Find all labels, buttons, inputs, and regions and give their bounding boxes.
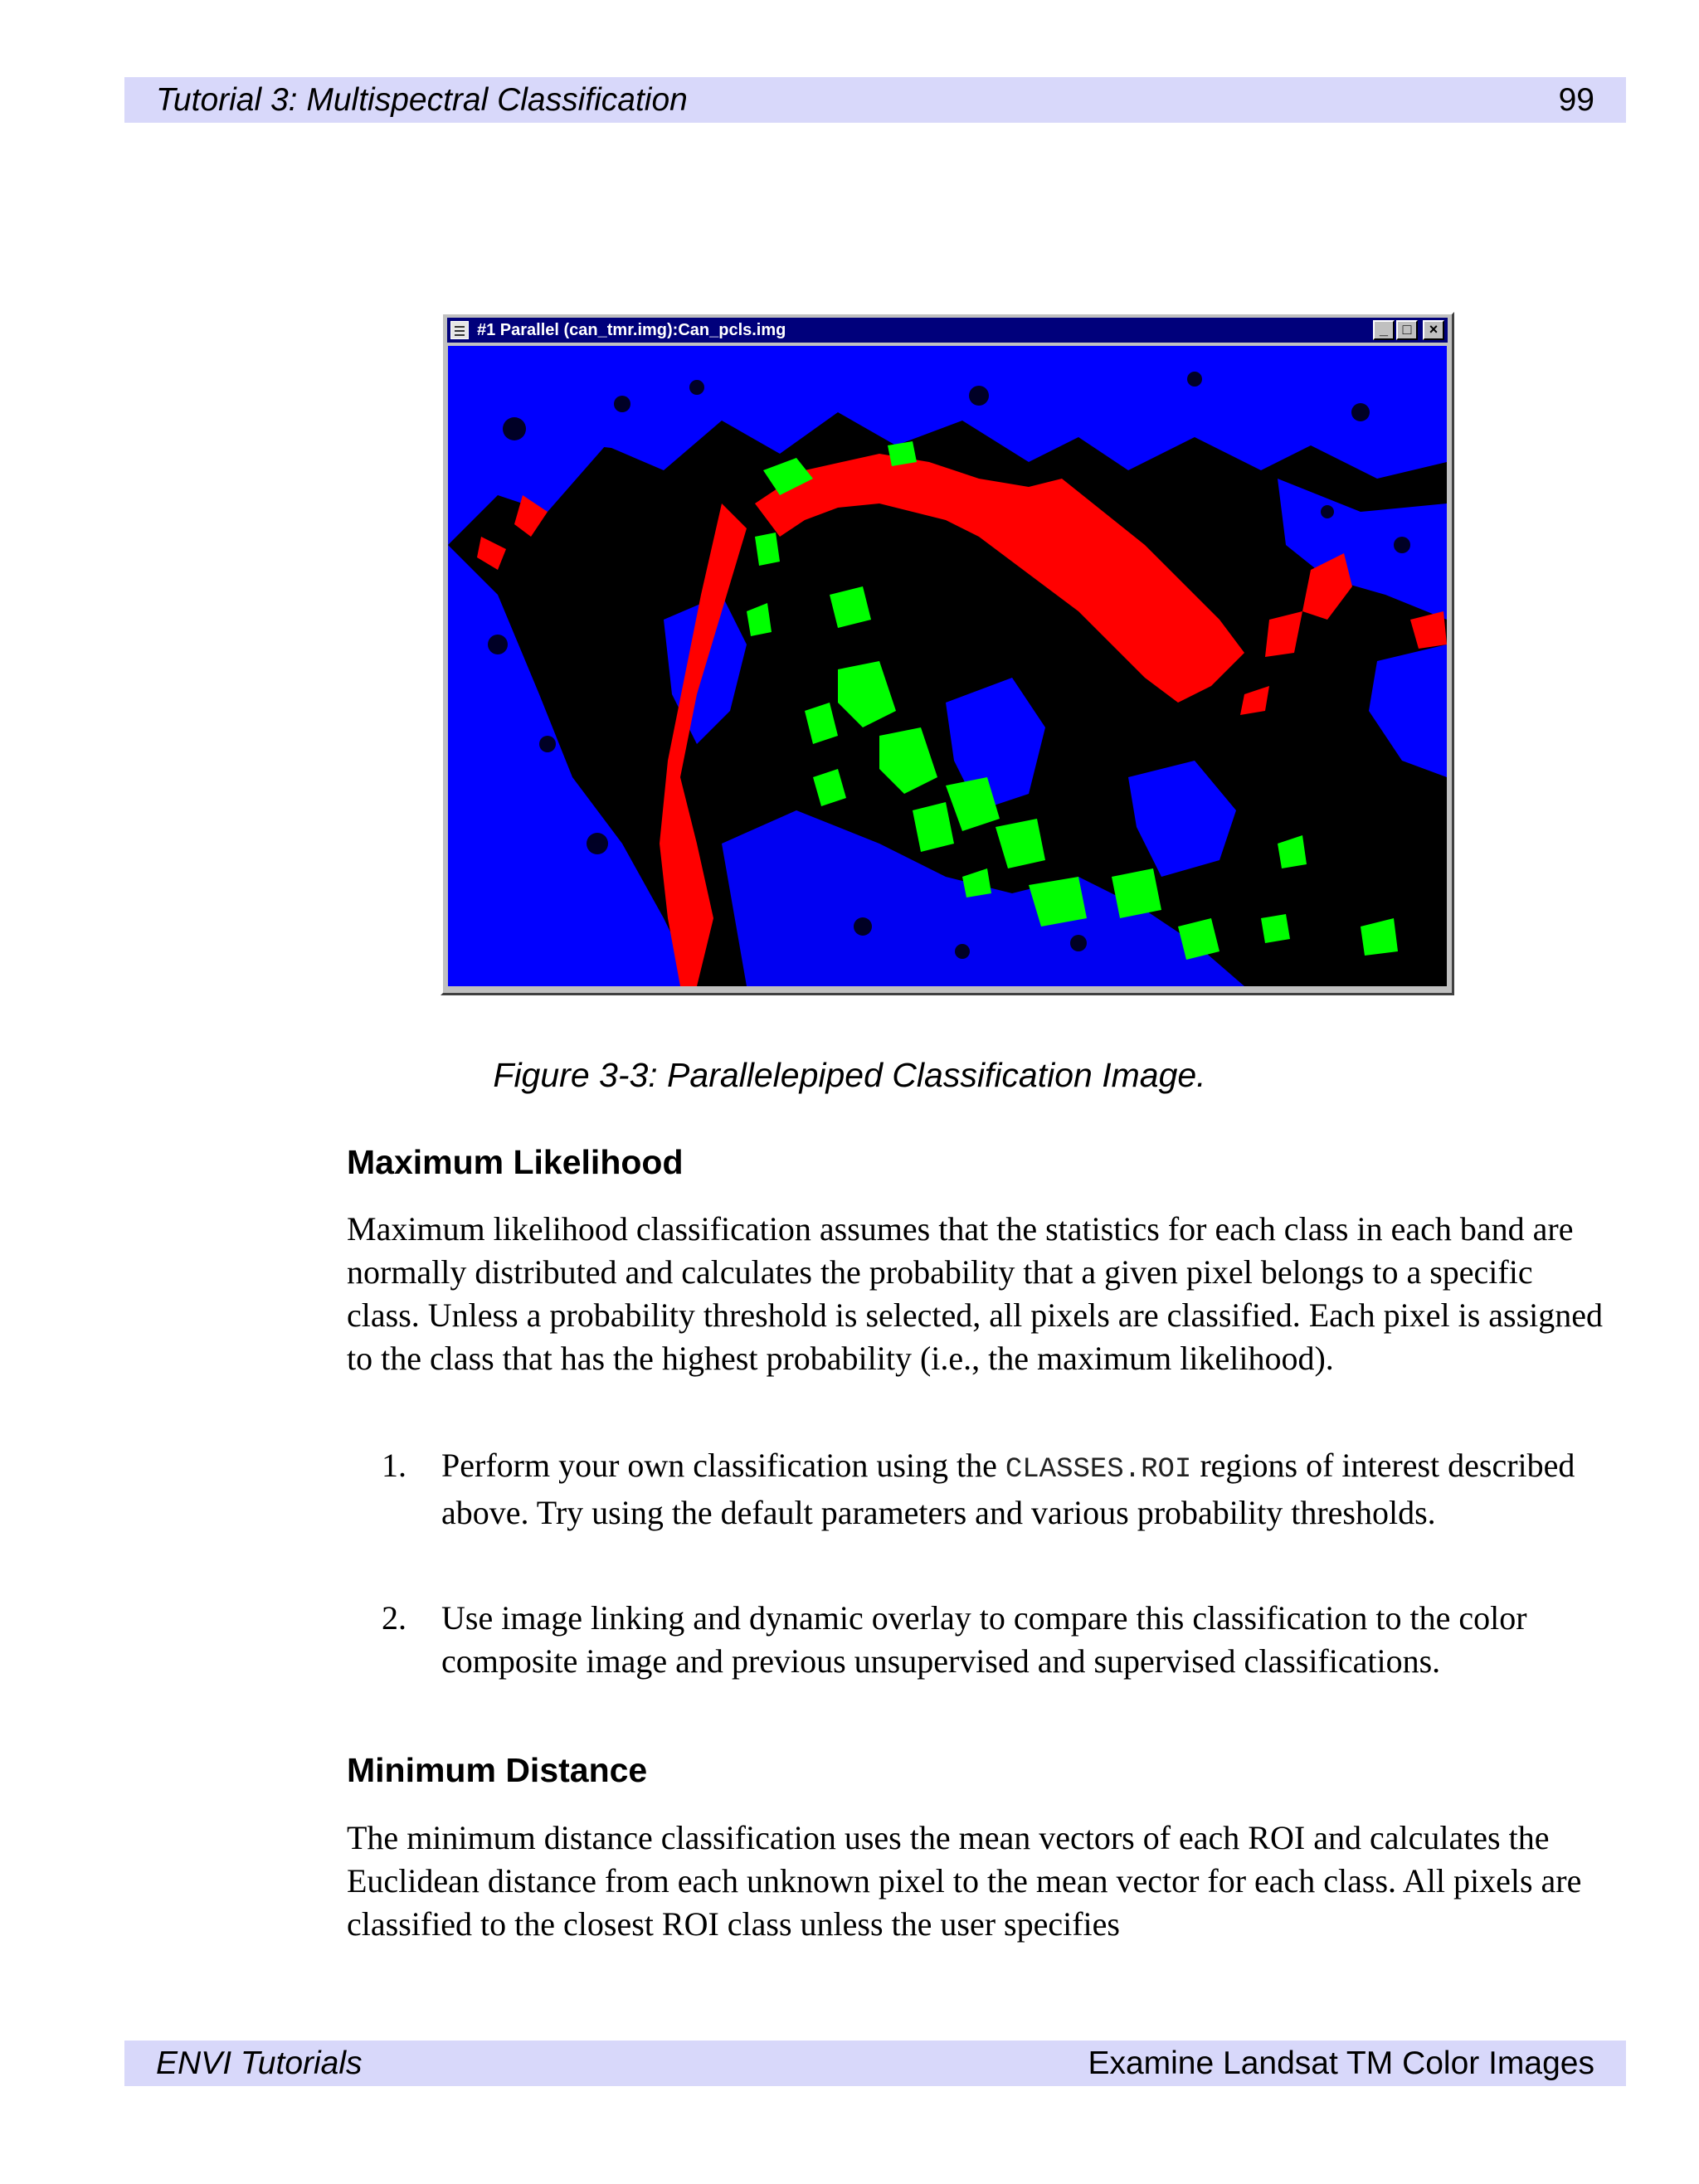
section-heading-maximum-likelihood: Maximum Likelihood	[347, 1143, 684, 1181]
classification-image	[448, 346, 1447, 986]
footer-left: ENVI Tutorials	[156, 2045, 363, 2081]
paragraph-maximum-likelihood: Maximum likelihood classification assumes that the statistics for each class in each band are normally distributed and calculates the probability that a given pixel belongs to a specific class. Unless a probability threshold is selected, all pixels are classified. Each pixel is assigned to the class that has the highest probability (i.e., the maximum likelihood).	[347, 1210, 1604, 1377]
paragraph-minimum-distance: The minimum distance classification uses the mean vectors of each ROI and calculates the Euclidean distance from each unknown pixel to the mean vector for each class. All pixels are classified to the closest ROI class unless the user specifies	[347, 1819, 1582, 1943]
classified-map	[448, 346, 1447, 986]
window-title: #1 Parallel (can_tmr.img):Can_pcls.img	[477, 321, 786, 339]
page-header	[124, 77, 1626, 123]
figure-caption: Figure 3-3: Parallelepiped Classification Image.	[493, 1056, 1206, 1094]
maximize-icon[interactable]: □	[1396, 320, 1418, 340]
minimize-icon[interactable]: _	[1373, 320, 1395, 340]
classification-window	[441, 312, 1454, 995]
window-icon	[450, 321, 469, 339]
list-item-text: Use image linking and dynamic overlay to compare this classification to the color composite image and previous unsupervised and supervised classifications.	[441, 1599, 1527, 1680]
list-item-number: 1.	[382, 1447, 406, 1484]
list-item-number: 2.	[382, 1599, 406, 1637]
footer-right: Examine Landsat TM Color Images	[1088, 2045, 1594, 2081]
header-title: Tutorial 3: Multispectral Classification	[156, 82, 688, 118]
window-titlebar[interactable]	[447, 318, 1448, 343]
close-icon[interactable]: ×	[1423, 320, 1444, 340]
section-heading-minimum-distance: Minimum Distance	[347, 1751, 648, 1789]
page-number: 99	[1558, 82, 1594, 118]
code-classes-roi: CLASSES.ROI	[1005, 1454, 1192, 1486]
page-footer	[124, 2041, 1626, 2086]
list-item-text: Perform your own classification using the CLASSES.ROI regions of interest described above. Try using the default parameters and various probability thresholds.	[441, 1447, 1575, 1531]
